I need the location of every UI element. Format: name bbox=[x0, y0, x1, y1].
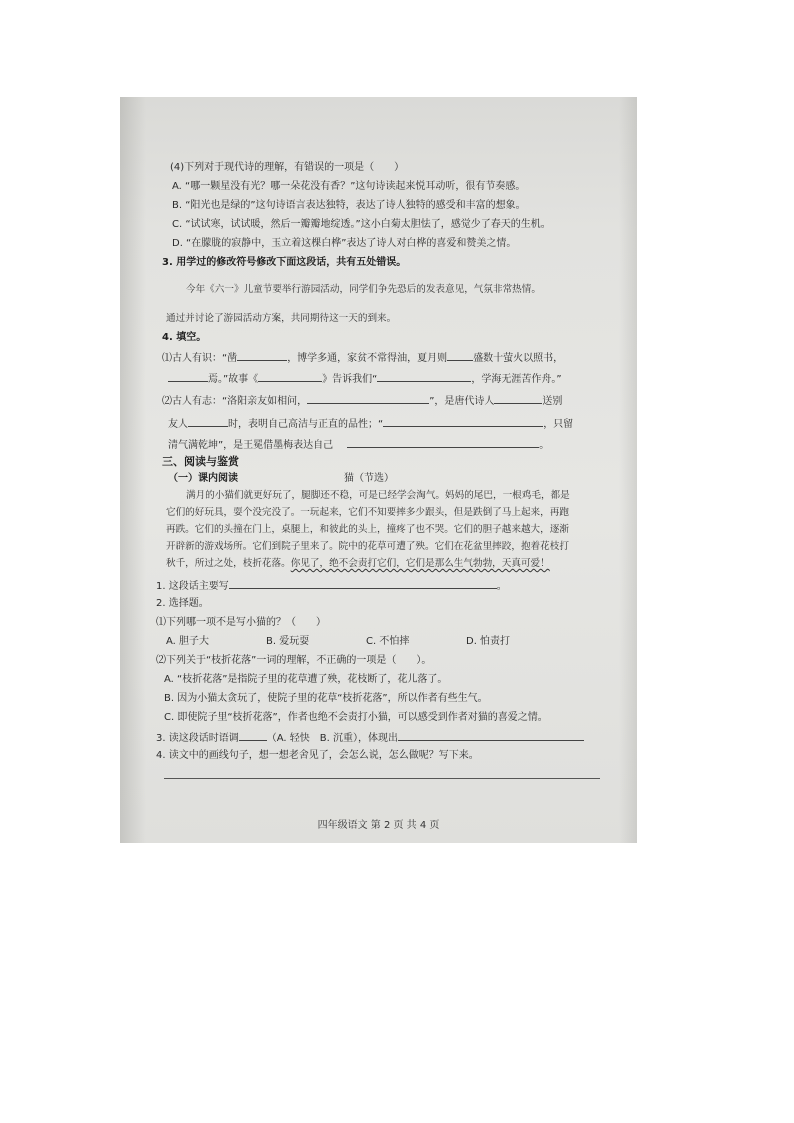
reading-q4: 4. 读文中的画线句子，想一想老舍见了，会怎么说，怎么做呢？写下来。 bbox=[156, 750, 479, 761]
fill-1-line-1 bbox=[162, 350, 563, 366]
q2-2-option-a: A. “枝折花落”是指院子里的花草遭了殃，花枝断了，花儿落了。 bbox=[164, 674, 448, 685]
reading-q2-2: ⑵下列关于“枝折花落”一词的理解，不正确的一项是（ ）。 bbox=[156, 655, 432, 666]
fill-1-text-e: 》告诉我们“ bbox=[322, 374, 378, 385]
passage-line-5 bbox=[166, 557, 550, 571]
q2-2-option-b: B. 因为小猫太贪玩了，使院子里的花草“枝折花落”，所以作者有些生气。 bbox=[164, 693, 488, 704]
fill-2-text-e: 时，表明自己高洁与正直的品性；“ bbox=[228, 419, 384, 430]
fill-1-text-b: ，博学多通，家贫不常得油，夏月则 bbox=[287, 353, 448, 364]
fill-blank[interactable] bbox=[494, 393, 542, 404]
q3-edit-text-1: 今年《六一》儿童节要举行游园活动，同学们争先恐后的发表意见，气氛非常热情。 bbox=[186, 284, 541, 295]
fill-1-text-c: 盛数十萤火以照书， bbox=[473, 353, 564, 364]
fill-blank[interactable] bbox=[237, 350, 287, 361]
q4-option-d: D. “在朦胧的寂静中，玉立着这棵白桦”表达了诗人对白桦的喜爱和赞美之情。 bbox=[172, 238, 517, 249]
q2-1-option-b: B. 爱玩耍 bbox=[266, 636, 310, 647]
fill-2-line-3 bbox=[168, 437, 549, 453]
fill-1-text-f: ，学海无涯苦作舟。” bbox=[471, 374, 562, 385]
passage-line-1: 满月的小猫们就更好玩了，腿脚还不稳，可是已经学会淘气。妈妈的尾巴，一根鸡毛，都是 bbox=[186, 490, 570, 501]
fill-2-text-a: ⑵古人有志：“洛阳亲友如相问， bbox=[162, 396, 308, 407]
passage-title: 猫（节选） bbox=[344, 473, 394, 484]
passage-line-5-a: 秋千，所过之处，枝折花落。 bbox=[166, 558, 291, 569]
underlined-sentence: 你见了，绝不会责打它们，它们是那么生气勃勃，天真可爱！ bbox=[290, 558, 550, 569]
fill-blank[interactable] bbox=[168, 371, 208, 382]
reading-q1-text: 1. 这段话主要写 bbox=[156, 581, 229, 592]
answer-blank[interactable] bbox=[239, 730, 267, 741]
q2-1-option-a: A. 胆子大 bbox=[166, 636, 210, 647]
section-title: 三、阅读与鉴赏 bbox=[162, 455, 239, 468]
q4-option-a: A. “哪一颗星没有光？哪一朵花没有香？”这句诗读起来悦耳动听，很有节奏感。 bbox=[172, 181, 526, 192]
reading-q3-text-b: （A. 轻快 B. 沉重），体现出 bbox=[266, 733, 398, 744]
fill-title: 4. 填空。 bbox=[162, 332, 207, 343]
fill-2-text-c: 送别 bbox=[542, 396, 563, 407]
passage-line-4: 开辟新的游戏场所。它们到院子里来了。院中的花草可遭了殃。它们在花盆里摔跤，抱着花枝打 bbox=[166, 541, 569, 552]
scanned-page-photo bbox=[120, 97, 637, 843]
reading-q1-end: 。 bbox=[496, 581, 507, 592]
q4-title: (4)下列对于现代诗的理解，有错误的一项是（ ） bbox=[170, 162, 405, 173]
fill-2-text-g: 清气满乾坤”，是王冕借墨梅表达自己 bbox=[168, 440, 334, 451]
reading-q2: 2. 选择题。 bbox=[156, 598, 209, 609]
reading-q2-1: ⑴下列哪一项不是写小猫的？（ ） bbox=[156, 617, 326, 628]
q3-edit-title: 3. 用学过的修改符号修改下面这段话，共有五处错误。 bbox=[162, 257, 407, 268]
q2-1-option-d: D. 怕责打 bbox=[466, 636, 511, 647]
fill-1-text-a: ⑴古人有识：“凿 bbox=[162, 353, 238, 364]
reading-q3-text-a: 3. 读这段话时语调 bbox=[156, 733, 239, 744]
q2-1-option-c: C. 不怕摔 bbox=[366, 636, 410, 647]
reading-q3 bbox=[156, 730, 584, 746]
fill-2-text-d: 友人 bbox=[168, 419, 188, 430]
fill-2-line-1 bbox=[162, 393, 562, 409]
fill-2-text-f: ，只留 bbox=[543, 419, 574, 430]
reading-q1 bbox=[156, 578, 507, 594]
fill-blank[interactable] bbox=[258, 371, 322, 382]
answer-blank[interactable] bbox=[398, 730, 584, 741]
fill-blank[interactable] bbox=[307, 393, 429, 404]
q4-option-c: C. “试试寒，试试暖，然后一瓣瓣地绽透。”这小白菊太胆怯了，感觉少了春天的生机。 bbox=[172, 219, 551, 230]
fill-blank[interactable] bbox=[383, 416, 543, 427]
fill-1-text-d: 焉。”故事《 bbox=[208, 374, 259, 385]
page-footer: 四年级语文 第 2 页 共 4 页 bbox=[317, 820, 440, 831]
passage-line-3: 再跌。它们的头撞在门上，桌腿上，和彼此的头上，撞疼了也不哭。它们的胆子越来越大，逐渐 bbox=[166, 524, 569, 535]
q2-2-option-c: C. 即使院子里“枝折花落”，作者也绝不会责打小猫，可以感受到作者对猫的喜爱之情。 bbox=[164, 712, 548, 723]
shadow-left bbox=[120, 97, 146, 843]
fill-blank[interactable] bbox=[377, 371, 471, 382]
fill-2-text-h: 。 bbox=[539, 440, 550, 451]
shadow-right bbox=[619, 97, 637, 843]
q4-option-b: B. “阳光也是绿的”这句诗语言表达独特，表达了诗人独特的感受和丰富的想象。 bbox=[172, 200, 526, 211]
q3-edit-text-2: 通过并讨论了游园活动方案，共同期待这一天的到来。 bbox=[166, 313, 397, 324]
fill-1-line-2 bbox=[168, 371, 562, 387]
fill-blank[interactable] bbox=[188, 416, 228, 427]
passage-line-2: 它们的好玩具，耍个没完没了。一玩起来，它们不知要摔多少跟头，但是跌倒了马上起来，再跑 bbox=[166, 507, 569, 518]
fill-2-text-b: ”，是唐代诗人 bbox=[429, 396, 495, 407]
fill-blank[interactable] bbox=[347, 437, 539, 448]
answer-blank[interactable] bbox=[229, 578, 497, 589]
fill-2-line-2 bbox=[168, 416, 573, 432]
fill-blank[interactable] bbox=[447, 350, 473, 361]
sub-title: （一）课内阅读 bbox=[168, 473, 238, 484]
answer-line[interactable] bbox=[164, 778, 600, 779]
